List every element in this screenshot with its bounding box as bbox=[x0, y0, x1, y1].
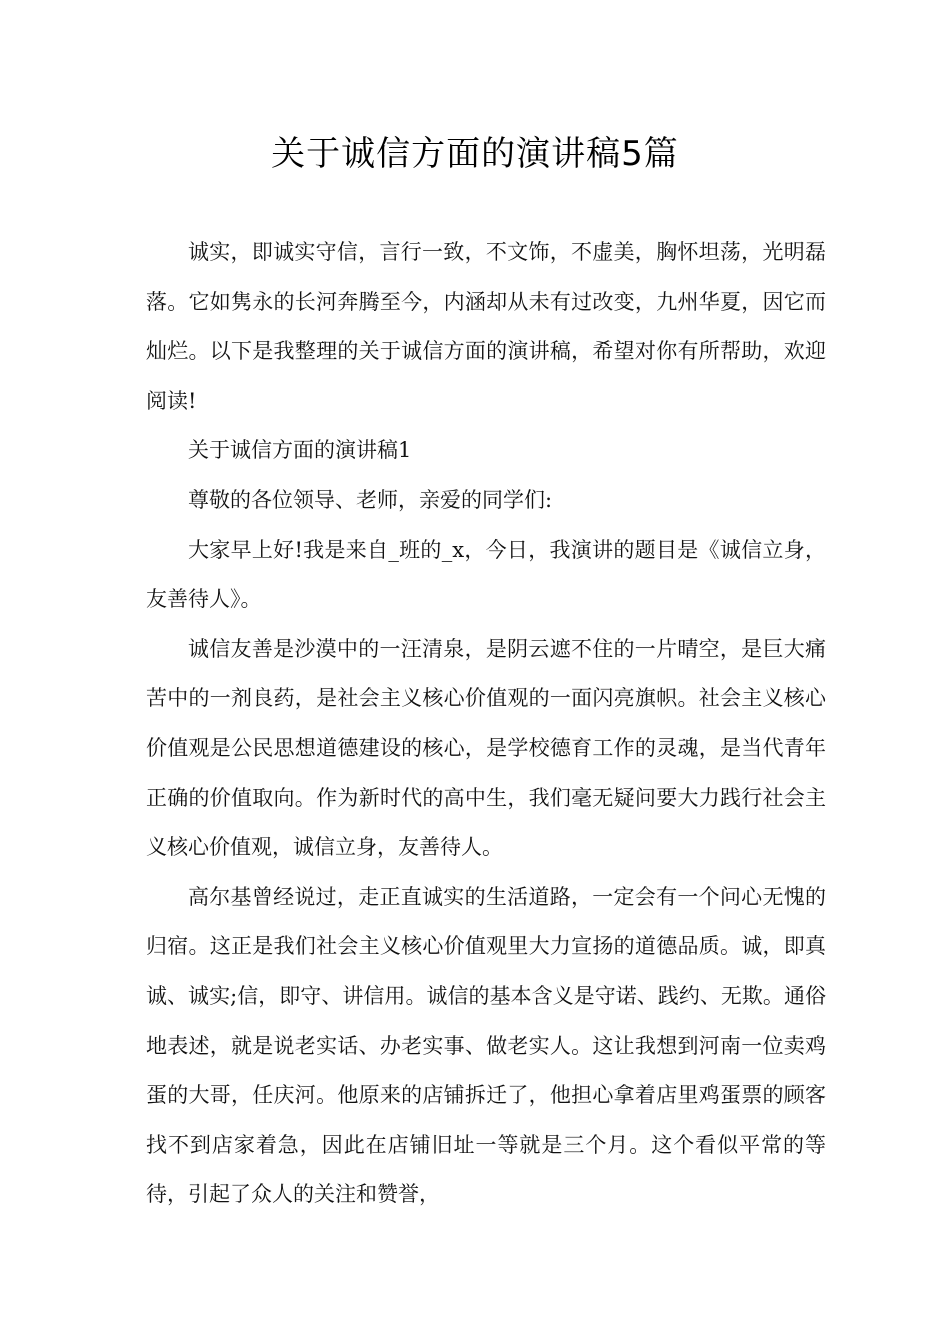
section-heading: 关于诚信方面的演讲稿1 bbox=[188, 438, 412, 463]
greeting-paragraph: 大家早上好!我是来自_班的_x，今日，我演讲的题目是《诚信立身，友善待人》。 bbox=[146, 537, 826, 612]
body-paragraph: 诚信友善是沙漠中的一汪清泉，是阴云遮不住的一片晴空，是巨大痛苦中的一剂良药，是社会主义核心价值观的一面闪亮旗帜。社会主义核心价值观是公民思想道德建设的核心，是学校德育工作的灵魂，是当代青年正确的价值取向。作为新时代的高中生，我们毫无疑问要大力践行社会主义核心价值观，诚信立身，友善待人。 bbox=[146, 636, 826, 860]
intro-paragraph: 诚实，即诚实守信，言行一致，不文饰，不虚美，胸怀坦荡，光明磊落。它如隽永的长河奔腾至今，内涵却从未有过改变，九州华夏，因它而灿烂。以下是我整理的关于诚信方面的演讲稿，希望对你有所帮助，欢迎阅读! bbox=[146, 240, 826, 413]
salutation-paragraph: 尊敬的各位领导、老师，亲爱的同学们: bbox=[188, 487, 553, 512]
document-body bbox=[146, 228, 826, 1220]
body-paragraph: 高尔基曾经说过，走正直诚实的生活道路，一定会有一个问心无愧的归宿。这正是我们社会主义核心价值观里大力宣扬的道德品质。诚，即真诚、诚实;信，即守、讲信用。诚信的基本含义是守诺、践约、无欺。通俗地表述，就是说老实话、办老实事、做老实人。这让我想到河南一位卖鸡蛋的大哥，任庆河。他原来的店铺拆迁了，他担心拿着店里鸡蛋票的顾客找不到店家着急，因此在店铺旧址一等就是三个月。这个看似平常的等待，引起了众人的关注和赞誉， bbox=[146, 884, 826, 1207]
document-title: 关于诚信方面的演讲稿5篇 bbox=[271, 134, 679, 174]
